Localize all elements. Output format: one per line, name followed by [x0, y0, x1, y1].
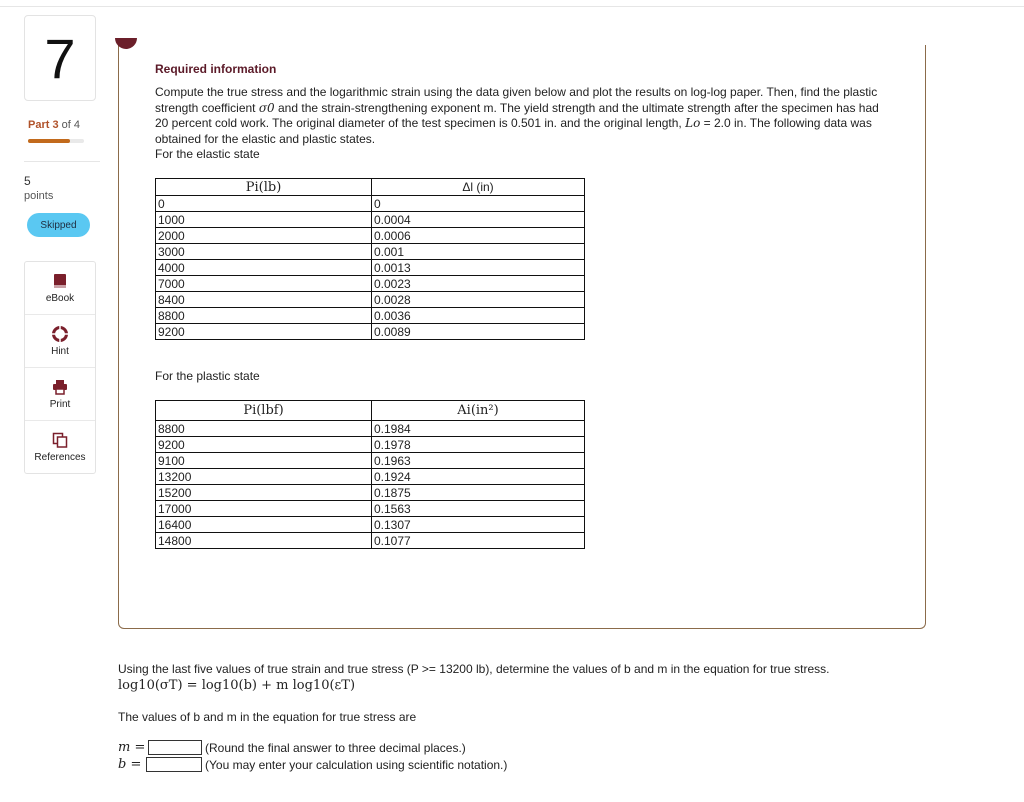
table-row	[156, 453, 585, 469]
plastic-label: For the plastic state	[155, 369, 260, 383]
m-answer-row	[118, 740, 466, 755]
plastic-col-area: Ai(in²)	[372, 401, 585, 421]
ebook-button[interactable]	[25, 262, 95, 315]
table-cell-value: 0.0013	[372, 260, 585, 276]
top-divider	[0, 6, 1024, 7]
table-cell-load: 4000	[156, 260, 372, 276]
print-label: Print	[49, 398, 71, 410]
table-cell-value: 0.0004	[372, 212, 585, 228]
book-icon	[53, 273, 67, 289]
table-row	[156, 517, 585, 533]
table-cell-load: 1000	[156, 212, 372, 228]
plastic-table	[155, 400, 585, 549]
table-cell-load: 8400	[156, 292, 372, 308]
b-label: b =	[118, 757, 142, 772]
plastic-col-load: Pi(lbf)	[156, 401, 372, 421]
true-stress-equation: log10(σT) = log10(b) + m log10(εT)	[118, 678, 356, 693]
elastic-table	[155, 178, 585, 340]
table-cell-value: 0.001	[372, 244, 585, 260]
l0-symbol: Lo	[685, 116, 701, 130]
table-cell-value: 0.0028	[372, 292, 585, 308]
points-label: points	[24, 190, 54, 202]
print-button[interactable]	[25, 368, 95, 421]
hint-button[interactable]	[25, 315, 95, 368]
values-line: The values of b and m in the equation for true stress are	[118, 710, 417, 724]
table-cell-value: 0	[372, 196, 585, 212]
table-row	[156, 308, 585, 324]
m-note: (Round the final answer to three decimal places.)	[205, 740, 466, 755]
intro-text-3: = 2.0 in. The following data was obtained for the elastic and plastic states.	[155, 116, 872, 146]
hint-label: Hint	[51, 345, 69, 357]
part-of: of 4	[61, 119, 81, 131]
status-badge: Skipped	[27, 213, 90, 237]
table-cell-load: 15200	[156, 485, 372, 501]
m-input[interactable]	[148, 740, 202, 755]
table-cell-load: 0	[156, 196, 372, 212]
b-note: (You may enter your calculation using scientific notation.)	[205, 757, 508, 772]
task-instruction: Using the last five values of true strain and true stress (P >= 13200 lb), determine the values of b and m in the equation for true stress.	[118, 662, 830, 676]
part-indicator	[28, 119, 80, 131]
table-row	[156, 260, 585, 276]
table-cell-load: 9100	[156, 453, 372, 469]
table-row	[156, 437, 585, 453]
problem-statement	[155, 85, 895, 163]
required-title: Required information	[155, 62, 277, 76]
part-current: 3	[52, 119, 59, 131]
table-cell-value: 0.1978	[372, 437, 585, 453]
table-row	[156, 421, 585, 437]
table-cell-value: 0.1963	[372, 453, 585, 469]
table-cell-load: 2000	[156, 228, 372, 244]
table-row	[156, 276, 585, 292]
b-input[interactable]	[146, 757, 202, 772]
printer-icon	[52, 379, 68, 395]
table-cell-value: 0.0089	[372, 324, 585, 340]
m-label: m =	[118, 740, 146, 755]
table-cell-value: 0.1924	[372, 469, 585, 485]
table-row	[156, 485, 585, 501]
table-cell-value: 0.1563	[372, 501, 585, 517]
table-cell-load: 3000	[156, 244, 372, 260]
table-cell-load: 13200	[156, 469, 372, 485]
tools-panel	[24, 261, 96, 474]
table-row	[156, 533, 585, 549]
table-cell-value: 0.0036	[372, 308, 585, 324]
question-number: 7	[24, 15, 96, 101]
table-row	[156, 228, 585, 244]
table-row	[156, 324, 585, 340]
references-button[interactable]	[25, 421, 95, 473]
sigma0-symbol: σ0	[258, 100, 275, 115]
intro-text-1: Compute the true stress and the logarithmic strain using the data given below and plot the results on log-log paper. Then, find the plastic strength coefficient	[155, 85, 878, 115]
intro-text-2: and the strain-strengthening exponent m. The yield strength and the ultimate strength after the specimen has had 20 percent cold work. The original diameter of the test specimen is 0.501 in. and the original length,	[155, 100, 879, 130]
table-cell-value: 0.1875	[372, 485, 585, 501]
lifebuoy-icon	[52, 326, 68, 342]
part-progress-fill	[28, 139, 70, 143]
table-row	[156, 244, 585, 260]
elastic-col-load: Pi(lb)	[156, 179, 372, 196]
table-row	[156, 501, 585, 517]
b-answer-row	[118, 757, 507, 772]
table-cell-load: 7000	[156, 276, 372, 292]
table-cell-load: 9200	[156, 324, 372, 340]
table-cell-value: 0.1984	[372, 421, 585, 437]
table-cell-value: 0.1077	[372, 533, 585, 549]
table-row	[156, 212, 585, 228]
elastic-label: For the elastic state	[155, 147, 260, 161]
table-cell-load: 16400	[156, 517, 372, 533]
elastic-col-elongation: Δl (in)	[372, 179, 585, 196]
table-cell-load: 17000	[156, 501, 372, 517]
table-cell-load: 8800	[156, 421, 372, 437]
table-cell-value: 0.0023	[372, 276, 585, 292]
part-progress-bar	[28, 139, 84, 143]
table-row	[156, 196, 585, 212]
points-value: 5	[24, 174, 31, 188]
table-cell-load: 8800	[156, 308, 372, 324]
table-row	[156, 469, 585, 485]
table-cell-load: 9200	[156, 437, 372, 453]
table-cell-value: 0.1307	[372, 517, 585, 533]
part-label: Part	[28, 119, 50, 131]
references-label: References	[34, 451, 86, 463]
table-row	[156, 292, 585, 308]
table-cell-value: 0.0006	[372, 228, 585, 244]
rail-divider	[24, 161, 100, 162]
table-cell-load: 14800	[156, 533, 372, 549]
ebook-label: eBook	[45, 292, 75, 304]
copy-icon	[52, 432, 68, 448]
